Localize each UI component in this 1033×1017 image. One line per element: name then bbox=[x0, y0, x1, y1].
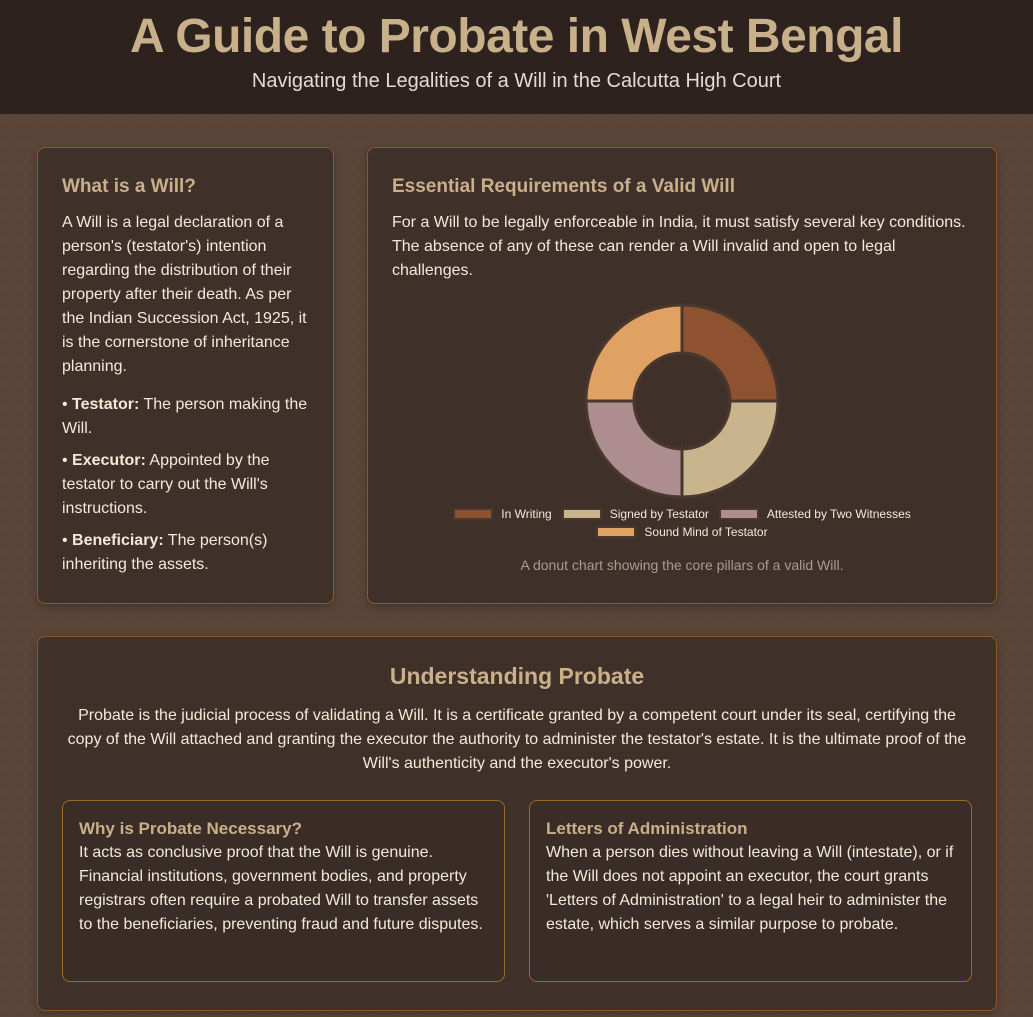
legend-item[interactable] bbox=[719, 507, 911, 521]
sub-card-title: Why is Probate Necessary? bbox=[79, 819, 302, 838]
term: Beneficiary: bbox=[72, 532, 164, 549]
definition: Appointed by the testator to carry out the Will's instructions. bbox=[62, 452, 270, 517]
list-item-beneficiary: • Beneficiary: The person(s) inheriting the assets. bbox=[62, 532, 268, 573]
letters-of-administration-card bbox=[529, 800, 972, 982]
sub-cards-row bbox=[62, 800, 972, 982]
why-probate-necessary-card bbox=[62, 800, 505, 982]
sub-card-body: It acts as conclusive proof that the Will is genuine. Financial institutions, government bodies, and property registrars often require a probated Will to transfer assets to the beneficiaries, preventing fraud and future disputes. bbox=[79, 844, 483, 933]
card-body: A Will is a legal declaration of a person's (testator's) intention regarding the distribution of their property after their death. As per the Indian Succession Act, 1925, it is the cornerstone of inheritance planning. bbox=[62, 214, 307, 375]
term: Testator: bbox=[72, 396, 140, 413]
card-title: Essential Requirements of a Valid Will bbox=[392, 176, 735, 197]
term: Executor: bbox=[72, 452, 146, 469]
legend-label: Signed by Testator bbox=[609, 507, 709, 521]
card-title: Understanding Probate bbox=[389, 663, 645, 689]
page-title: A Guide to Probate in West Bengal bbox=[130, 10, 903, 63]
legend-item[interactable] bbox=[596, 525, 767, 539]
card-title: What is a Will? bbox=[62, 176, 196, 197]
sub-card-body: When a person dies without leaving a Will (intestate), or if the Will does not appoint an executor, the court grants 'Letters of Administration' to a legal heir to administer the estate, which serves a similar purpose to probate. bbox=[546, 844, 954, 933]
legend-label: Sound Mind of Testator bbox=[644, 525, 768, 539]
chart-legend bbox=[442, 507, 922, 539]
legend-item[interactable] bbox=[453, 507, 551, 521]
definition: The person making the Will. bbox=[62, 396, 308, 437]
page-subtitle: Navigating the Legalities of a Will in the Calcutta High Court bbox=[251, 69, 782, 92]
legend-swatch-icon bbox=[562, 508, 602, 520]
page-header bbox=[0, 0, 1033, 114]
legend-label: In Writing bbox=[501, 507, 552, 521]
definition-list bbox=[62, 393, 309, 577]
legend-swatch-icon bbox=[596, 526, 636, 538]
legend-item[interactable] bbox=[562, 507, 709, 521]
list-item-testator: • Testator: The person making the Will. bbox=[62, 396, 308, 437]
understanding-probate-card bbox=[37, 636, 997, 1011]
legend-label: Attested by Two Witnesses bbox=[766, 507, 911, 521]
what-is-a-will-card bbox=[37, 147, 334, 604]
requirements-card bbox=[367, 147, 997, 604]
sub-card-title: Letters of Administration bbox=[546, 819, 748, 838]
donut-slice[interactable] bbox=[586, 401, 682, 497]
definition: The person(s) inheriting the assets. bbox=[62, 532, 268, 573]
donut-slice[interactable] bbox=[586, 305, 682, 401]
donut-slice[interactable] bbox=[682, 305, 778, 401]
donut-slice[interactable] bbox=[682, 401, 778, 497]
chart-caption: A donut chart showing the core pillars of a valid Will. bbox=[520, 557, 844, 573]
legend-swatch-icon bbox=[719, 508, 759, 520]
list-item-executor: • Executor: Appointed by the testator to carry out the Will's instructions. bbox=[62, 452, 270, 517]
donut-chart bbox=[582, 301, 782, 501]
card-body: Probate is the judicial process of validating a Will. It is a certificate granted by a competent court under its seal, certifying the copy of the Will attached and granting the executor the authority to administer the testator's estate. It is the ultimate proof of the Will's authenticity and the executor's power. bbox=[67, 707, 967, 772]
legend-swatch-icon bbox=[453, 508, 493, 520]
card-body: For a Will to be legally enforceable in India, it must satisfy several key conditions. The absence of any of these can render a Will invalid and open to legal challenges. bbox=[392, 214, 966, 279]
donut-chart-svg bbox=[582, 301, 782, 501]
